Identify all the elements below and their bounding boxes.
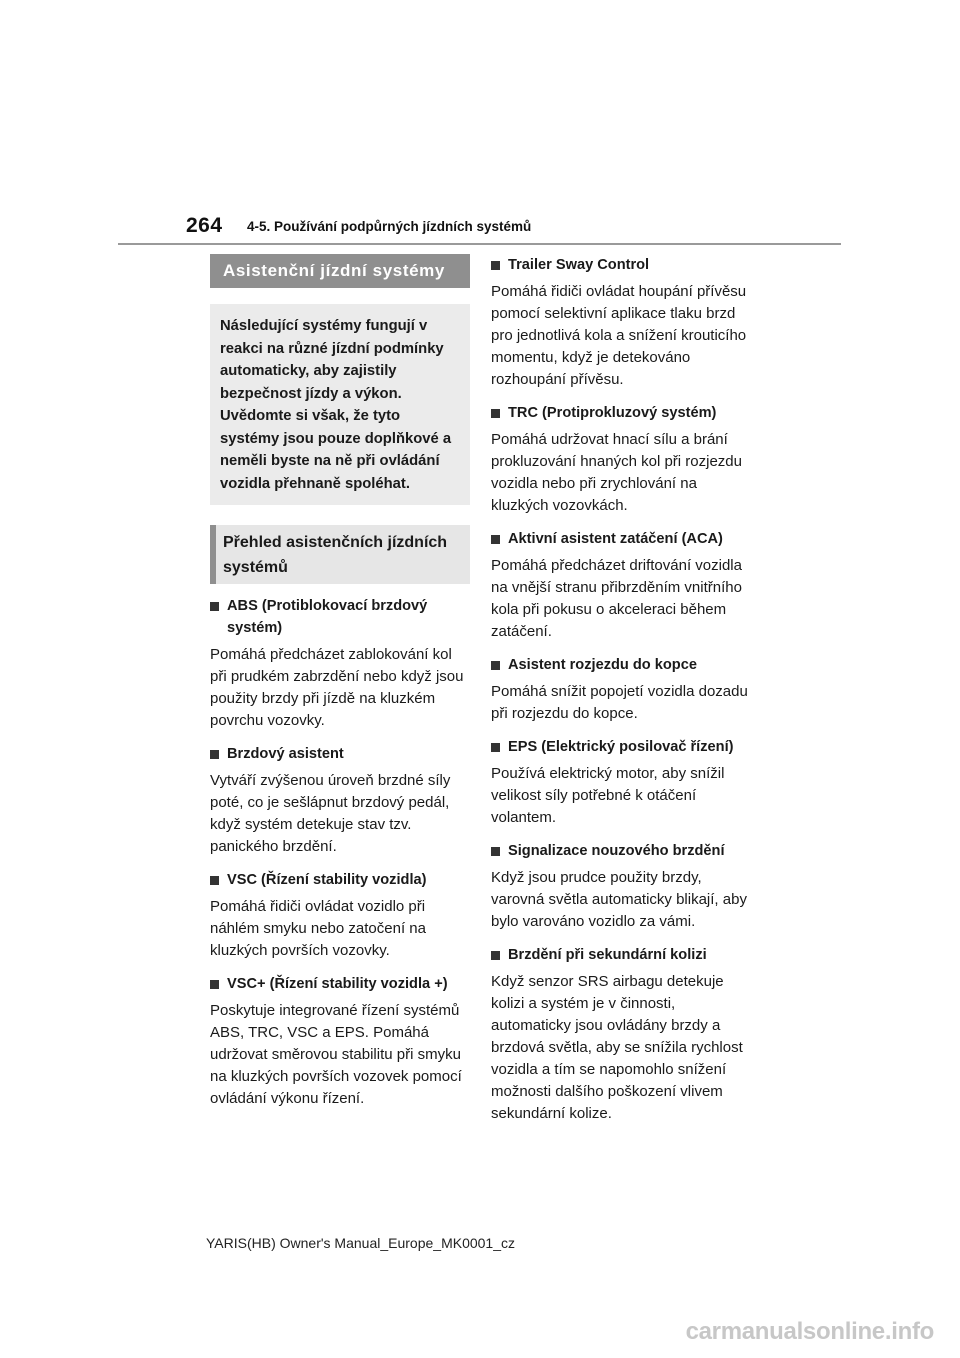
- entry-title: VSC+ (Řízení stability vozidla +): [227, 976, 448, 992]
- entry-body: Pomáhá předcházet zablokování kol při prudkém zabrzdění nebo když jsou použity brzdy při jízdě na kluzkém povrchu vozovky.: [210, 646, 464, 729]
- square-bullet-icon: [491, 951, 500, 960]
- square-bullet-icon: [210, 980, 219, 989]
- entry-body: Když jsou prudce použity brzdy, varovná světla automaticky blikají, aby bylo varováno vozidlo za vámi.: [491, 869, 747, 930]
- entry-title: Asistent rozjezdu do kopce: [508, 657, 697, 673]
- entry-body: Pomáhá snížit popojetí vozidla dozadu při rozjezdu do kopce.: [491, 683, 748, 722]
- entry-body: Pomáhá udržovat hnací sílu a brání prokluzování hnaných kol při rozjezdu vozidla nebo při zrychlování na kluzkých vozovkách.: [491, 431, 742, 514]
- entry-body: Když senzor SRS airbagu detekuje kolizi a systém je v činnosti, automaticky jsou ovládány brzdy a brzdová světla, aby se snížila rychlost vozidla a tím se napomohlo snížení možnosti dalšího poškození vlivem sekundární kolize.: [491, 973, 743, 1122]
- left-column: [210, 254, 470, 1110]
- square-bullet-icon: [491, 743, 500, 752]
- entry-trailer-sway: [491, 254, 751, 391]
- square-bullet-icon: [491, 535, 500, 544]
- entry-body: Pomáhá předcházet driftování vozidla na vnější stranu přibrzděním vnitřního kola při pokusu o akceleraci během zatáčení.: [491, 557, 742, 640]
- entry-title: Trailer Sway Control: [508, 257, 650, 273]
- entry-secondary-collision-brake: [491, 944, 751, 1125]
- intro-box: Následující systémy fungují v reakci na různé jízdní podmínky automaticky, aby zajistily bezpečnost jízdy a výkon. Uvědomte si však, že tyto systémy jsou pouze doplňkové a neměli byste na ně při ovládání vozidla přehnaně spoléhat.: [210, 304, 470, 505]
- entry-brake-assist: [210, 743, 470, 858]
- entry-body: Pomáhá řidiči ovládat houpání přívěsu pomocí selektivní aplikace tlaku brzd pro jednotlivá kola a snížení krouticího momentu, když je detekováno rozhoupání přívěsu.: [491, 283, 747, 388]
- entry-title: VSC (Řízení stability vozidla): [227, 872, 427, 888]
- right-column: [491, 254, 751, 1125]
- entry-eps: [491, 736, 751, 829]
- square-bullet-icon: [491, 261, 500, 270]
- watermark: carmanualsonline.info: [685, 1318, 934, 1345]
- entry-vsc: [210, 869, 470, 962]
- entry-title: EPS (Elektrický posilovač řízení): [508, 739, 734, 755]
- entry-hill-start: [491, 654, 751, 725]
- entry-body: Poskytuje integrované řízení systémů ABS, TRC, VSC a EPS. Pomáhá udržovat směrovou stabilitu při smyku na kluzkých površích vozovek pomocí ovládání výkonu řízení.: [210, 1002, 462, 1107]
- entry-body: Pomáhá řidiči ovládat vozidlo při náhlém smyku nebo zatočení na kluzkých površích vozovky.: [210, 898, 426, 959]
- square-bullet-icon: [491, 661, 500, 670]
- entry-title: Signalizace nouzového brzdění: [508, 843, 725, 859]
- entry-body: Vytváří zvýšenou úroveň brzdné síly poté, co je sešlápnut brzdový pedál, když systém detekuje stav tzv. panického brzdění.: [210, 772, 451, 855]
- sub-heading: Přehled asistenčních jízdních systémů: [210, 525, 470, 584]
- entry-title: Brzdění při sekundární kolizi: [508, 947, 707, 963]
- square-bullet-icon: [210, 876, 219, 885]
- section-title: 4-5. Používání podpůrných jízdních systémů: [247, 219, 532, 234]
- entry-title: ABS (Protiblokovací brzdový systém): [227, 598, 428, 636]
- entry-title: Brzdový asistent: [227, 746, 344, 762]
- entry-aca: [491, 528, 751, 643]
- page-number: 264: [186, 214, 223, 237]
- square-bullet-icon: [210, 750, 219, 759]
- square-bullet-icon: [210, 602, 219, 611]
- entry-title: Aktivní asistent zatáčení (ACA): [508, 531, 723, 547]
- header-divider: [118, 243, 841, 245]
- entry-abs: [210, 595, 470, 732]
- square-bullet-icon: [491, 847, 500, 856]
- entry-trc: [491, 402, 751, 517]
- main-heading: Asistenční jízdní systémy: [210, 254, 470, 288]
- square-bullet-icon: [491, 409, 500, 418]
- footer-manual-id: YARIS(HB) Owner's Manual_Europe_MK0001_cz: [206, 1235, 515, 1251]
- entry-body: Používá elektrický motor, aby snížil velikost síly potřebné k otáčení volantem.: [491, 765, 725, 826]
- entry-vsc-plus: [210, 973, 470, 1110]
- entry-emergency-brake-signal: [491, 840, 751, 933]
- entry-title: TRC (Protiprokluzový systém): [508, 405, 717, 421]
